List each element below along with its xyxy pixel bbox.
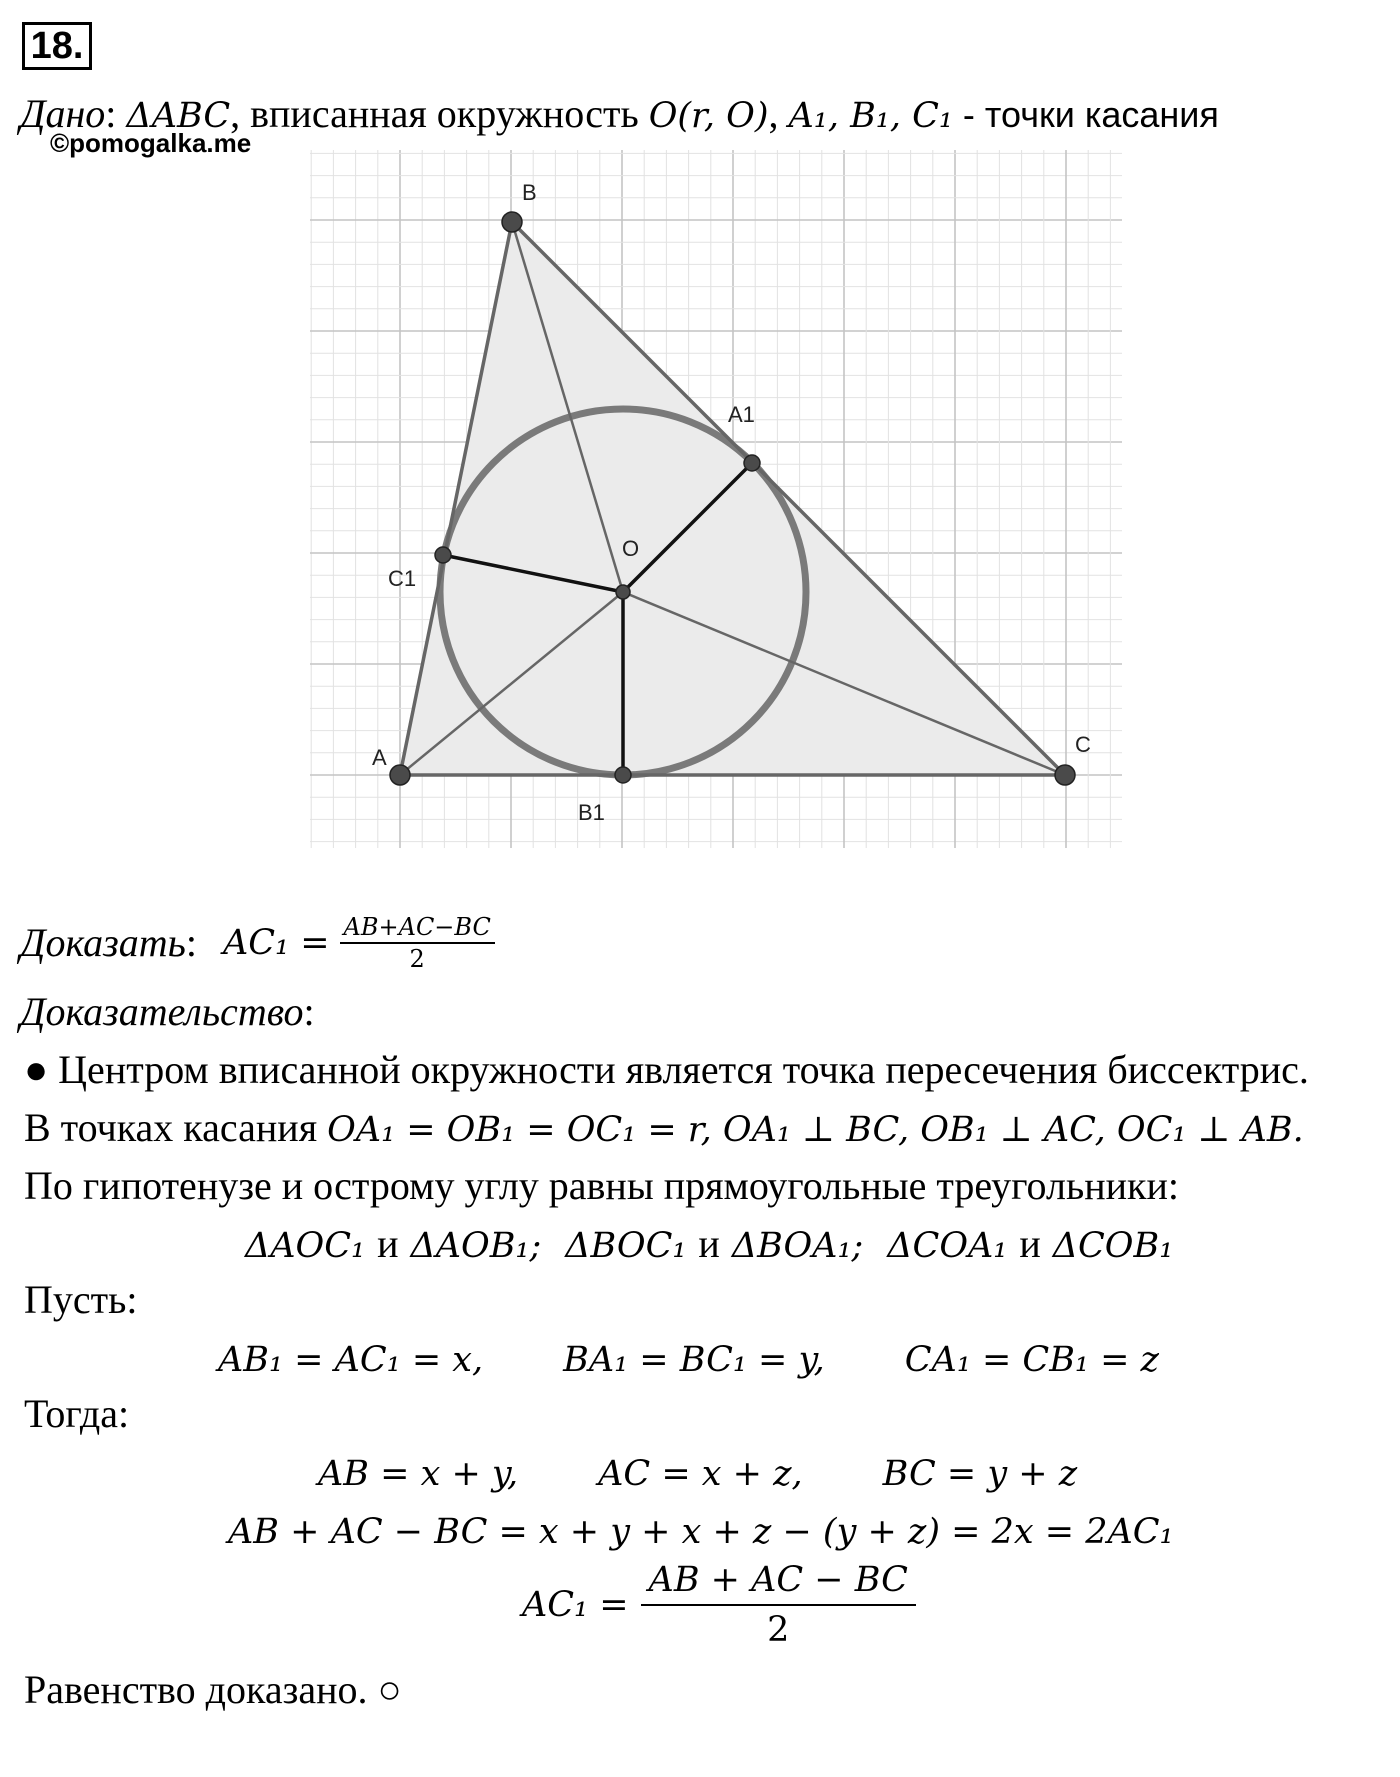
pair-and-3: и	[1019, 1221, 1041, 1266]
label-a: A	[372, 745, 387, 770]
pair-t4: ΔBOA₁;	[731, 1226, 864, 1266]
let-eq-1: AB₁ = AC₁ = x,	[218, 1340, 484, 1380]
final-lhs: AC₁ =	[522, 1585, 629, 1625]
label-b: B	[522, 180, 537, 205]
proof-line-3: По гипотенузе и острому углу равны прямоугольные треугольники:	[24, 1163, 1179, 1208]
label-a1: A1	[728, 402, 755, 427]
conclusion: Равенство доказано. ○	[24, 1667, 402, 1712]
problem-number: 18.	[22, 22, 92, 70]
point-a1	[744, 455, 760, 471]
given-colon: :	[105, 91, 117, 136]
given-points: A₁, B₁, C₁	[788, 96, 953, 136]
given-circle: O(r, O)	[648, 96, 769, 136]
triangle-pairs	[245, 1220, 1173, 1270]
sum-eq-text: AB + AC − BC = x + y + x + z − (y + z) = 2x = 2AC₁	[228, 1512, 1174, 1552]
point-c1	[435, 547, 451, 563]
given-label: Дано	[20, 91, 106, 136]
sides-eq-2: AC = x + z,	[598, 1454, 803, 1494]
pair-t3: ΔBOC₁	[565, 1226, 687, 1266]
prove-fraction	[340, 912, 495, 974]
given-text-2: - точки касания	[962, 94, 1219, 135]
prove-label: Доказать	[20, 920, 186, 965]
label-c1: C1	[388, 566, 417, 591]
watermark: ©pomogalka.me	[50, 128, 252, 158]
given-line: Дано: ΔABC, вписанная окружность O(r, O), A₁, B₁, C₁ - точки касания	[20, 91, 1219, 136]
pair-t2: ΔAOB₁;	[410, 1226, 542, 1266]
final-numerator: AB + AC − BC	[641, 1556, 916, 1606]
given-triangle: ΔABC	[126, 96, 231, 136]
proof-line-1	[24, 1046, 1309, 1094]
let-label: Пусть:	[24, 1277, 138, 1322]
point-b1	[615, 767, 631, 783]
sides-eq-3: BC = y + z	[882, 1454, 1078, 1494]
label-b1: B1	[578, 800, 605, 825]
then-label: Тогда:	[24, 1391, 130, 1436]
pair-and-1: и	[377, 1221, 399, 1266]
proof-heading	[20, 988, 315, 1036]
prove-line	[20, 912, 495, 974]
pair-t5: ΔCOA₁	[887, 1226, 1008, 1266]
label-c: C	[1075, 732, 1091, 757]
final-fraction	[641, 1556, 916, 1654]
incircle-figure	[305, 145, 1135, 855]
proof-line-2-math: OA₁ = OB₁ = OC₁ = r, OA₁ ⊥ BC, OB₁ ⊥ AC, OC₁ ⊥ AB.	[327, 1110, 1304, 1150]
let-eq-3: CA₁ = CB₁ = z	[904, 1340, 1159, 1380]
proof-label: Доказательство	[20, 989, 304, 1034]
proof-line-2-text: В точках касания	[24, 1105, 318, 1150]
final-denominator: 2	[767, 1610, 790, 1650]
bullet: ●	[24, 1047, 49, 1092]
let-eq-2: BA₁ = BC₁ = y,	[563, 1340, 825, 1380]
label-o: O	[622, 536, 640, 561]
given-comma: ,	[230, 91, 241, 136]
point-b	[502, 212, 522, 232]
prove-numerator: AB+AC−BC	[340, 912, 495, 944]
proof-line-1-text: Центром вписанной окружности является точка пересечения биссектрис.	[58, 1047, 1309, 1092]
given-text-1: вписанная окружность	[250, 91, 639, 136]
final-equation	[522, 1556, 916, 1654]
sum-equation	[228, 1506, 1174, 1556]
point-o	[616, 585, 630, 599]
pair-t6: ΔCOB₁	[1052, 1226, 1174, 1266]
proof-line-2	[24, 1104, 1304, 1154]
prove-lhs: AC₁ =	[222, 923, 330, 963]
pair-t1: ΔAOC₁	[245, 1226, 366, 1266]
prove-colon: :	[185, 920, 197, 965]
prove-denominator: 2	[409, 945, 425, 973]
let-equations	[218, 1334, 1159, 1384]
point-a	[390, 765, 410, 785]
pair-and-2: и	[698, 1221, 720, 1266]
sides-equations	[318, 1448, 1077, 1498]
proof-colon: :	[303, 989, 315, 1034]
point-c	[1055, 765, 1075, 785]
sides-eq-1: AB = x + y,	[318, 1454, 519, 1494]
